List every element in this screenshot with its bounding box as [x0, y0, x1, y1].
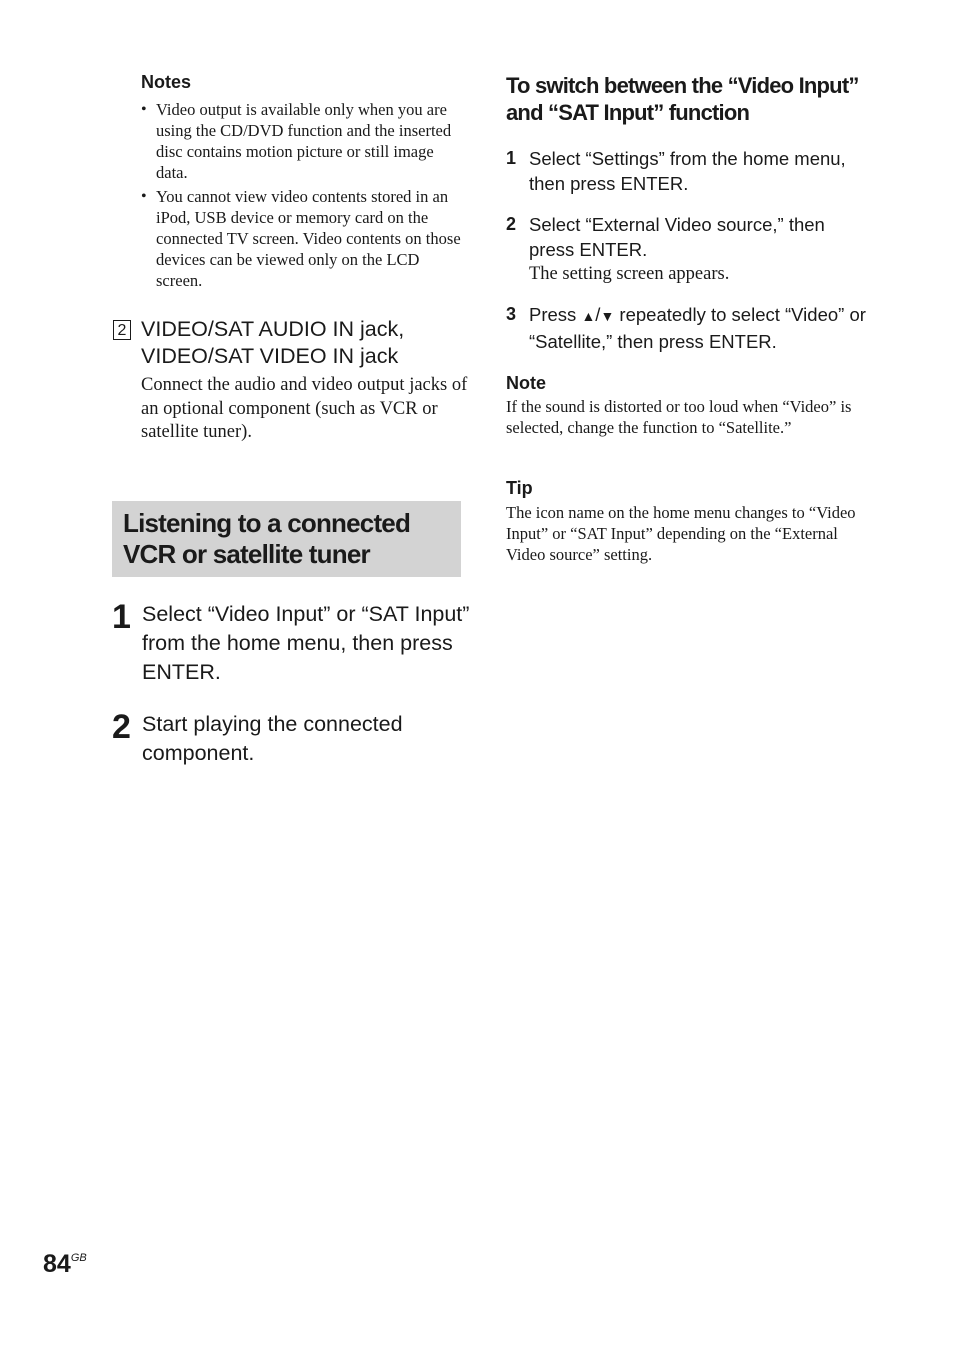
step-number: 2 [112, 708, 131, 746]
step-text: Start playing the connected component. [142, 712, 403, 765]
right-step-2 [506, 212, 866, 287]
tip-heading: Tip [506, 478, 533, 498]
bullet-icon: • [141, 188, 147, 205]
notes-heading: Notes [141, 72, 192, 92]
step-text [529, 302, 866, 354]
tip-text: The icon name on the home menu changes to “Video Input” or “SAT Input” depending on the “External Video source” setting. [506, 503, 856, 564]
arrow-up-icon: ▲ [581, 308, 596, 324]
step-text: Select “External Video source,” then press ENTER. [529, 214, 825, 260]
jack-title-line: VIDEO/SAT VIDEO IN jack [141, 344, 399, 368]
page-number [43, 1250, 87, 1279]
step-number: 3 [506, 304, 516, 324]
arrow-down-icon: ▼ [600, 308, 615, 324]
step-number: 1 [112, 598, 131, 636]
list-item [141, 99, 463, 183]
bullet-icon: • [141, 101, 147, 118]
right-step-3 [506, 302, 866, 354]
note-text: Video output is available only when you are using the CD/DVD function and the inserted disc contains motion picture or still image data. [156, 100, 452, 182]
right-step-1 [506, 146, 866, 196]
step-2 [112, 710, 472, 768]
step-number: 2 [506, 214, 516, 234]
jack-title-line: VIDEO/SAT AUDIO IN jack, [141, 317, 405, 341]
jack-title [141, 316, 468, 370]
step-number: 1 [506, 148, 516, 168]
jack-item [113, 316, 468, 445]
item-number-box: 2 [113, 320, 131, 340]
slash: / [595, 304, 601, 325]
note-text: If the sound is distorted or too loud when “Video” is selected, change the function to “Satellite.” [506, 397, 852, 437]
notes-list [141, 99, 463, 294]
step-text: Select “Video Input” or “SAT Input” from the home menu, then press ENTER. [142, 602, 470, 684]
page-number-value: 84 [43, 1250, 71, 1278]
step-subtext: The setting screen appears. [529, 264, 730, 284]
section-title: Listening to a connected VCR or satellite tuner [123, 508, 411, 569]
section-banner [112, 501, 461, 577]
step-text-part: Press [529, 304, 582, 325]
step-text-part: repeatedly to select “Video” or “Satellite,” then press ENTER. [529, 304, 866, 352]
jack-description: Connect the audio and video output jacks of an optional component (such as VCR or satellite tuner). [141, 375, 468, 442]
list-item [141, 186, 463, 291]
step-text: Select “Settings” from the home menu, then press ENTER. [529, 148, 846, 194]
step-1 [112, 600, 472, 687]
note-text: You cannot view video contents stored in an iPod, USB device or memory card on the connected TV screen. Video contents on those devices can be viewed only on the LCD screen. [156, 187, 461, 290]
switch-heading: To switch between the “Video Input” and “SAT Input” function [506, 73, 859, 125]
note-heading: Note [506, 373, 546, 393]
page-suffix: GB [70, 1252, 87, 1264]
